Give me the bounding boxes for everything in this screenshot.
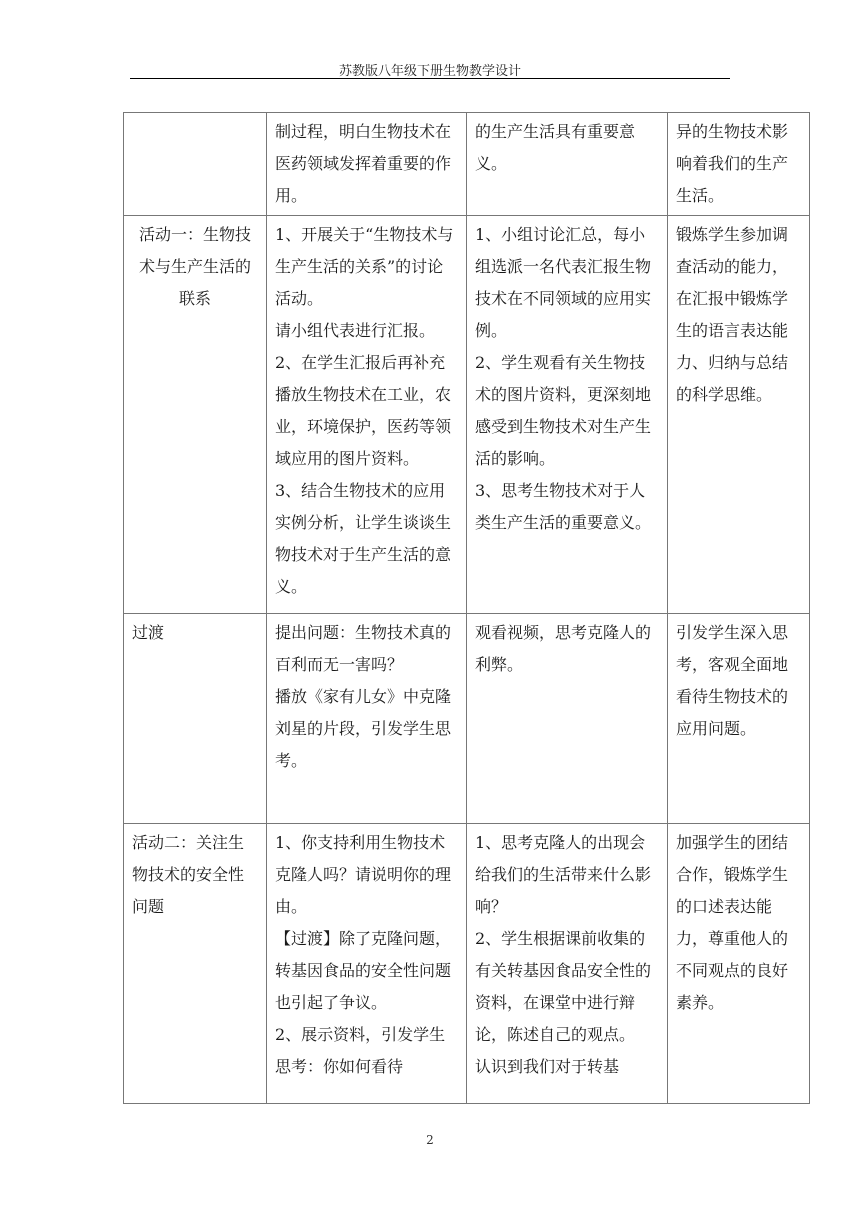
- activity-label-cell: [124, 824, 267, 1104]
- student-activity-cell: [467, 113, 668, 216]
- teacher-text: 2、展示资料，引发学生思考：你如何看待: [275, 1025, 446, 1076]
- intent-text: 锻炼学生参加调查活动的能力，在汇报中锻炼学生的语言表达能力、归纳与总结的科学思维。: [676, 225, 789, 404]
- design-intent-cell: [668, 824, 810, 1104]
- teacher-text: 播放《家有儿女》中克隆刘星的片段，引发学生思考。: [275, 687, 452, 770]
- intent-text: 异的生物技术影响着我们的生产生活。: [676, 122, 789, 205]
- activity-label: 活动一：生物技术与生产生活的联系: [138, 225, 251, 308]
- page-number: 2: [426, 1133, 434, 1147]
- activity-label-cell: [124, 216, 267, 614]
- activity-label-cell: [124, 614, 267, 824]
- student-text: 3、思考生物技术对于人类生产生活的重要意义。: [475, 481, 652, 532]
- student-text: 的生产生活具有重要意义。: [475, 122, 636, 173]
- table-row: [124, 824, 810, 1104]
- teacher-text: 2、在学生汇报后再补充播放生物技术在工业，农业，环境保护，医药等领域应用的图片资料。: [275, 353, 452, 468]
- student-text: 1、小组讨论汇总，每小组选派一名代表汇报生物技术在不同领域的应用实例。: [475, 225, 652, 340]
- teacher-activity-cell: [267, 824, 467, 1104]
- teacher-text: 1、你支持利用生物技术克隆人吗？请说明你的理由。: [275, 833, 452, 916]
- teacher-text: 3、结合生物技术的应用实例分析，让学生谈谈生物技术对于生产生活的意义。: [275, 481, 452, 596]
- student-text: 观看视频，思考克隆人的利弊。: [475, 623, 652, 674]
- design-intent-cell: [668, 614, 810, 824]
- document-header-title: 苏教版八年级下册生物教学设计: [338, 64, 521, 79]
- teacher-activity-cell: [267, 113, 467, 216]
- design-intent-cell: [668, 216, 810, 614]
- teacher-text: 【过渡】除了克隆问题，转基因食品的安全性问题也引起了争议。: [275, 929, 452, 1012]
- lesson-plan-table: [123, 112, 810, 1104]
- student-text: 2、学生根据课前收集的有关转基因食品安全性的资料，在课堂中进行辩论，陈述自己的观点。: [475, 929, 652, 1044]
- teacher-activity-cell: [267, 614, 467, 824]
- student-activity-cell: [467, 614, 668, 824]
- activity-label-cell: [124, 113, 267, 216]
- table-row: [124, 113, 810, 216]
- activity-label: 过渡: [132, 623, 165, 642]
- table-row: [124, 216, 810, 614]
- teacher-text: 提出问题：生物技术真的百利而无一害吗？: [275, 623, 452, 674]
- activity-label: 活动二：关注生物技术的安全性问题: [132, 833, 245, 916]
- teacher-text: 请小组代表进行汇报。: [275, 321, 436, 340]
- intent-text: 引发学生深入思考，客观全面地看待生物技术的应用问题。: [676, 623, 789, 738]
- table-row: [124, 614, 810, 824]
- student-text: 2、学生观看有关生物技术的图片资料，更深刻地感受到生物技术对生产生活的影响。: [475, 353, 652, 468]
- student-activity-cell: [467, 824, 668, 1104]
- student-activity-cell: [467, 216, 668, 614]
- header-divider: [130, 78, 730, 79]
- student-text: 1、思考克隆人的出现会给我们的生活带来什么影响？: [475, 833, 652, 916]
- design-intent-cell: [668, 113, 810, 216]
- teacher-text: 1、开展关于“生物技术与生产生活的关系”的讨论活动。: [275, 225, 454, 308]
- student-text: 认识到我们对于转基: [475, 1057, 620, 1076]
- teacher-activity-cell: [267, 216, 467, 614]
- intent-text: 加强学生的团结合作，锻炼学生的口述表达能力，尊重他人的不同观点的良好素养。: [676, 833, 789, 1012]
- teacher-text: 制过程，明白生物技术在医药领域发挥着重要的作用。: [275, 122, 452, 205]
